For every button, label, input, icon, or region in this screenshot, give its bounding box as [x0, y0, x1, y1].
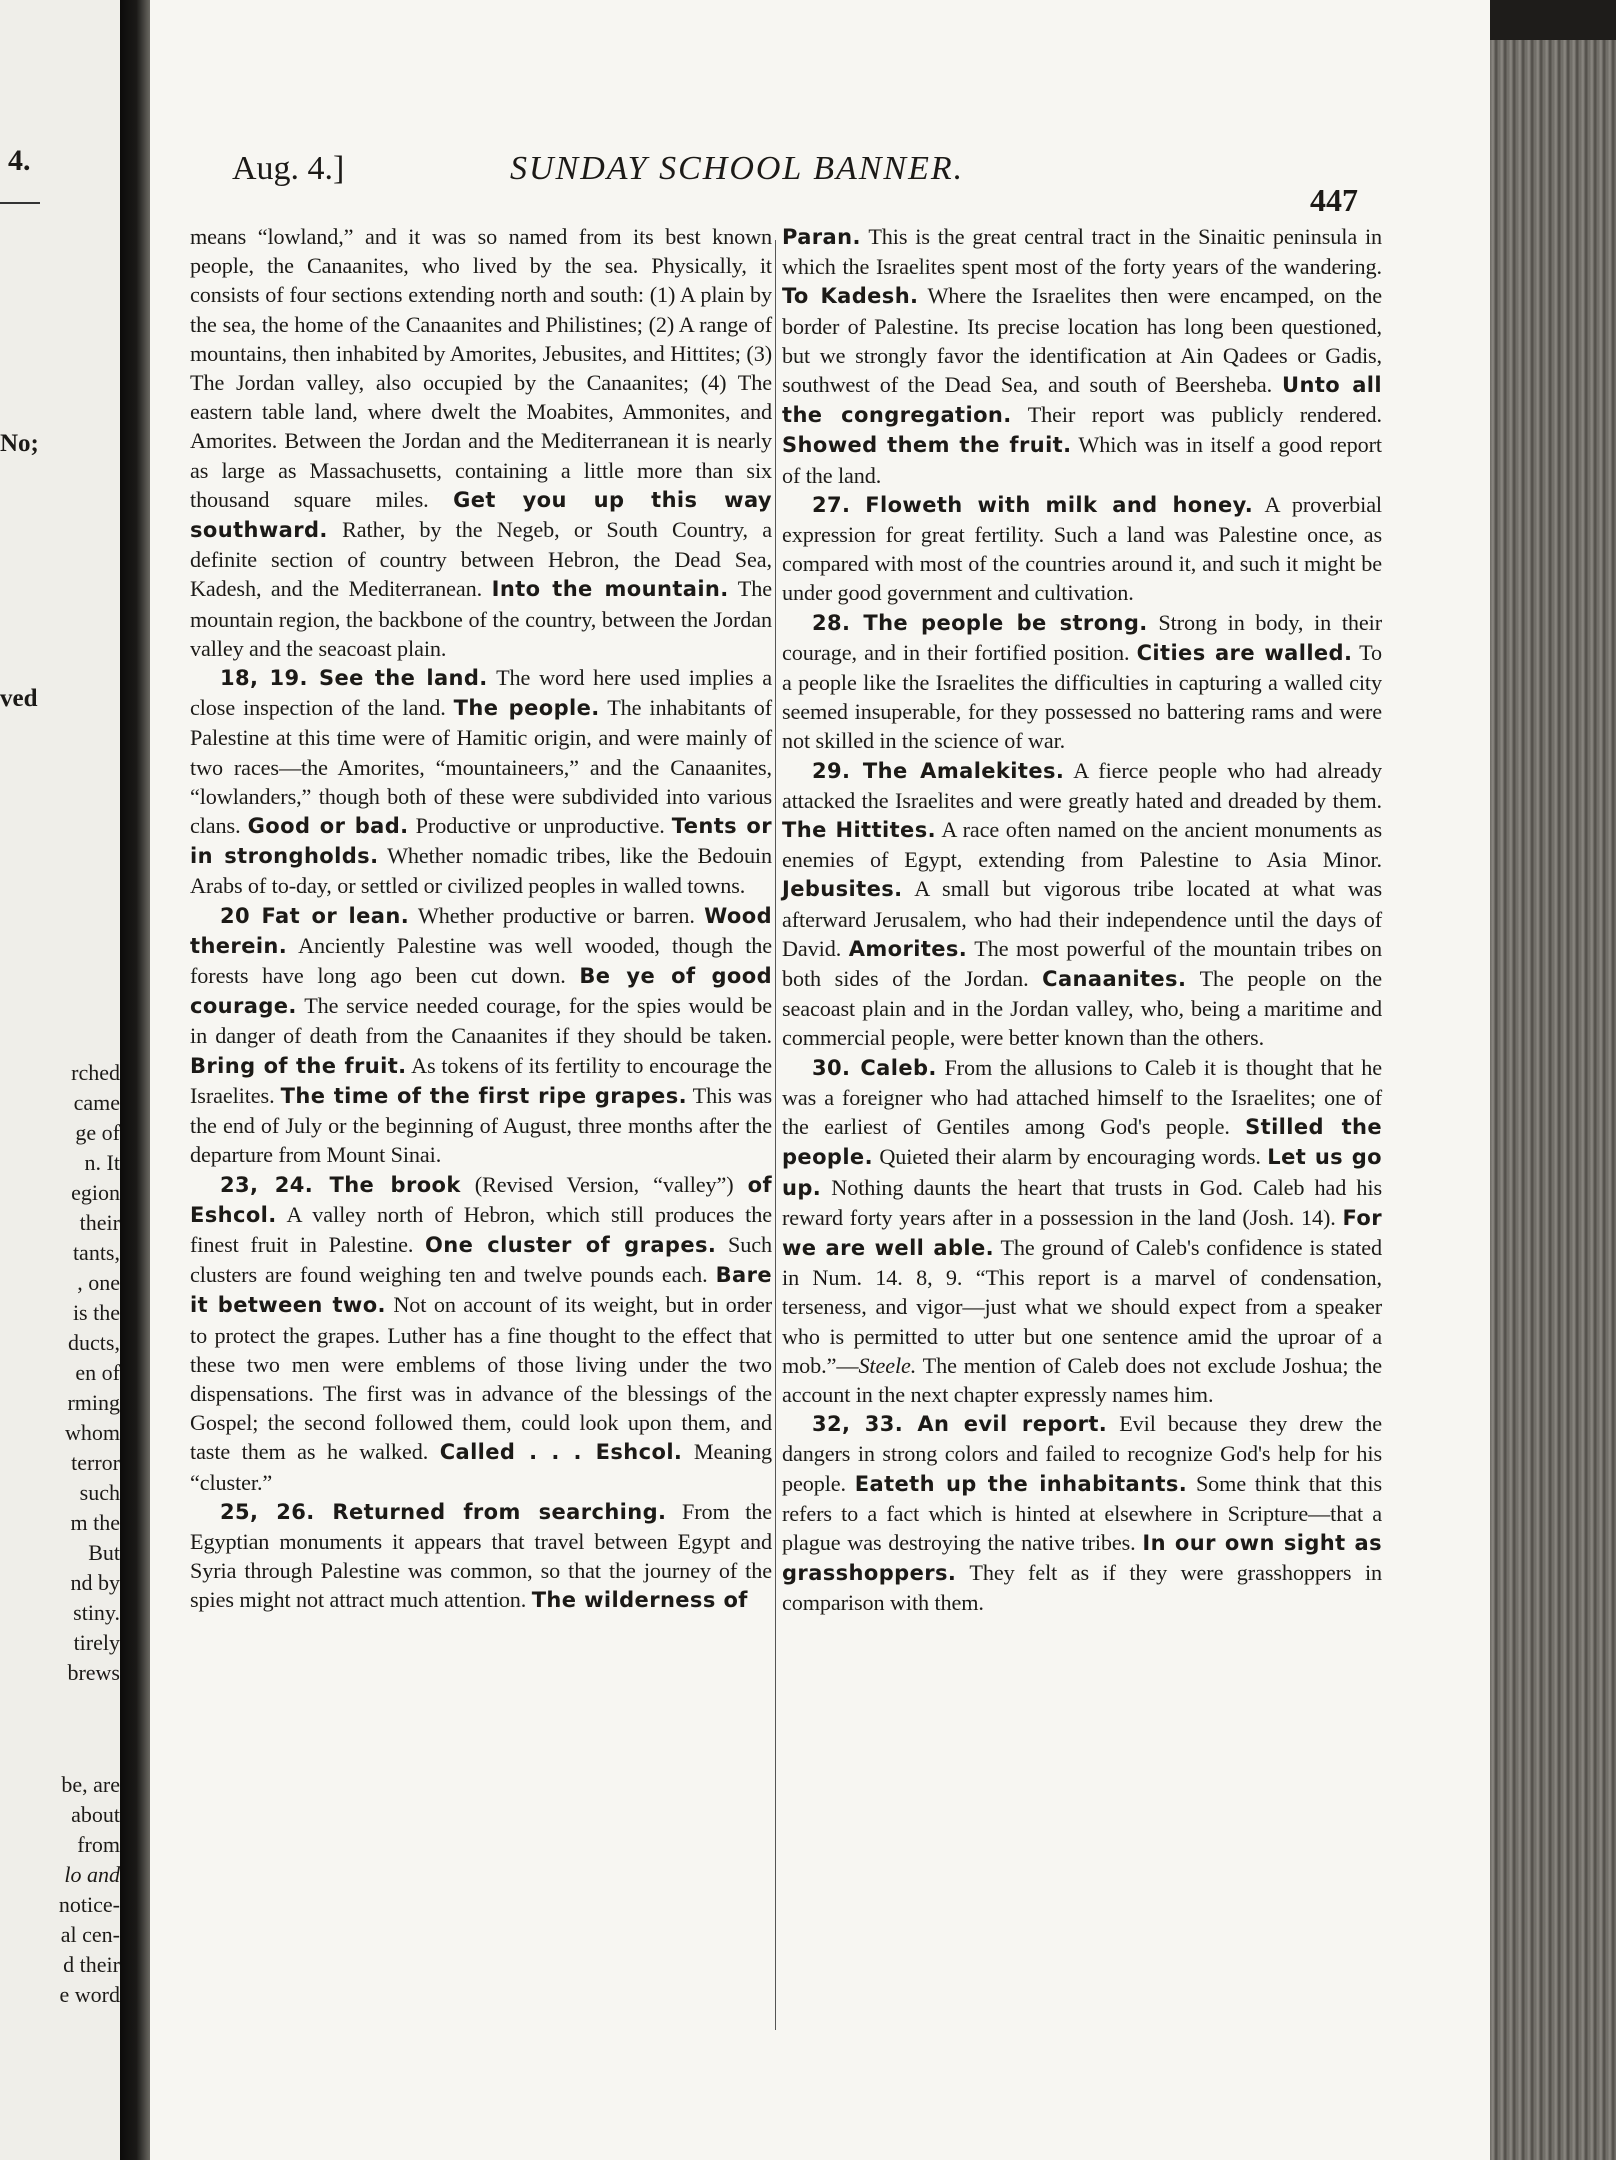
bold-heading: of Eshcol.	[190, 1172, 772, 1227]
background-top-right	[1490, 0, 1616, 40]
body-text: From the allusions to Caleb it is thought that he was a foreigner who had attached himself to the Israelites; one of the earliest of Gentiles among God's people.	[782, 1054, 1382, 1140]
facing-page-line: n. It	[84, 1150, 120, 1175]
body-text: A proverbial expression for great fertility. Such a land was Palestine once, as compared with most of the countries around it, and such it might be under good government and cultivation.	[782, 491, 1383, 606]
paragraph	[190, 1170, 772, 1497]
facing-page-line: rming	[67, 1390, 120, 1415]
paragraph	[782, 756, 1382, 1053]
bold-heading: Into the mountain.	[491, 577, 729, 602]
bold-heading: Called . . . Eshcol.	[439, 1440, 683, 1465]
bold-heading: 29. The Amalekites.	[812, 758, 1065, 783]
body-text: They felt as if they were grasshoppers in comparison with them.	[782, 1560, 1382, 1616]
body-text: The mountain region, the backbone of the country, between the Jordan valley and the seacoast plain.	[190, 576, 772, 661]
facing-page-line: en of	[75, 1360, 120, 1385]
facing-page-fragment	[0, 0, 126, 2160]
body-text: As tokens of its fertility to encourage the Israelites.	[190, 1052, 773, 1108]
body-text: means “lowland,” and it was so named from its best known people, the Canaanites, who lived by the sea. Physically, it consists of four sections extending north and south: (1) A plain by the sea, the home of the Canaanites and Philistines; (2) A range of mountains, then inhabited by Amorites, Jebusites, and Hittites; (3) The Jordan valley, also occupied by the Canaanites; (4) The eastern table land, where dwelt the Moabites, Ammonites, and Amorites. Between the Jordan and the Mediterranean it is nearly as large as Massachusetts, containing a little more than six thousand square miles.	[190, 224, 772, 512]
body-text: A small but vigorous tribe located at what was afterward Jerusalem, who had their independence until the days of David.	[782, 876, 1382, 961]
paragraph	[190, 663, 772, 901]
facing-page-line: whom	[65, 1420, 120, 1445]
facing-page-line: terror	[71, 1450, 120, 1475]
body-text: Where the Israelites then were encamped, on the border of Palestine. Its precise location has long been questioned, but we strongly favor the identification at Ain Qadees or Gadis, southwest of the Dead Sea, and south of Beersheba.	[782, 283, 1382, 398]
bold-heading: Tents or in strongholds.	[190, 814, 773, 869]
facing-page-line: about	[71, 1802, 120, 1827]
body-text: Evil because they drew the dangers in strong colors and failed to recognize God's help for his people.	[782, 1411, 1382, 1496]
bold-heading: The wilderness of	[531, 1588, 748, 1613]
bold-heading: 30. Caleb.	[812, 1055, 937, 1080]
facing-page-line: m the	[70, 1510, 120, 1535]
page-number: 447	[1310, 182, 1358, 218]
body-text: Not on account of its weight, but in order to protect the grapes. Luther has a fine thought to the effect that these two men were emblems of those living under the two dispensations. The first was in advance of the blessings of the Gospel; the second followed them, could look upon them, and taste them as he walked.	[190, 1292, 772, 1465]
bold-heading: 27. Floweth with milk and honey.	[812, 492, 1254, 517]
italic-text: Steele.	[858, 1352, 917, 1378]
body-text: Anciently Palestine was well wooded, though the forests have long ago been cut down.	[190, 932, 772, 989]
facing-page-line: No;	[0, 430, 39, 457]
right-column	[782, 222, 1382, 1618]
facing-page-line: , one	[77, 1270, 120, 1295]
facing-page-line: tants,	[72, 1240, 120, 1265]
book-page	[150, 0, 1490, 2160]
bold-heading: Good or bad.	[247, 814, 409, 839]
bold-heading: Canaanites.	[1042, 967, 1187, 992]
bold-heading: 28. The people be strong.	[812, 610, 1148, 635]
body-text: This is the great central tract in the Sinaitic peninsula in which the Israelites spent most of the forty years of the wandering.	[782, 224, 1382, 280]
bold-heading: Amorites.	[848, 936, 968, 961]
facing-page-line: is the	[72, 1300, 120, 1325]
left-column	[190, 222, 772, 1616]
facing-page-line: be, are	[61, 1772, 120, 1797]
facing-page-line: came	[73, 1090, 120, 1115]
body-text: Which was in itself a good report of the land.	[782, 432, 1383, 488]
facing-page-line: rched	[71, 1060, 120, 1085]
body-text: Such clusters are found weighing ten and twelve pounds each.	[190, 1231, 772, 1288]
paragraph	[782, 490, 1382, 608]
facing-page-line: ge of	[75, 1120, 120, 1145]
bold-heading: Stilled the people.	[782, 1115, 1382, 1170]
bold-heading: Eateth up the inhabitants.	[854, 1471, 1188, 1496]
body-text: Meaning “cluster.”	[190, 1439, 772, 1495]
bold-heading: Paran.	[782, 225, 861, 249]
paragraph	[782, 608, 1382, 756]
bold-heading: For we are well able.	[782, 1205, 1382, 1260]
body-text: A valley north of Hebron, which still produces the finest fruit in Palestine.	[190, 1201, 772, 1257]
paragraph	[782, 1409, 1382, 1617]
paragraph	[190, 1497, 772, 1616]
body-text: From the Egyptian monuments it appears that travel between Egypt and Syria through Palestine was common, so that the journey of the spies might not attract much attention.	[190, 1498, 772, 1613]
body-text: A race often named on the ancient monuments as enemies of Egypt, extending from Palestine to Asia Minor.	[782, 817, 1382, 873]
facing-page-line: al cen-	[60, 1922, 120, 1947]
body-text: The inhabitants of Palestine at this time were of Hamitic origin, and were mainly of two races—the Amorites, “mountaineers,” and the Canaanites, “lowlanders,” though both of these were subdivided into various clans.	[190, 695, 772, 839]
facing-page-rule	[0, 202, 40, 204]
book-gutter	[120, 0, 150, 2160]
bold-heading: The people.	[453, 696, 600, 721]
body-text: The people on the seacoast plain and in the Jordan valley, who, being a maritime and commercial people, were better known than the others.	[782, 966, 1382, 1051]
column-divider	[775, 240, 776, 2030]
body-text: This was the end of July or the beginning of August, three months after the departure from Mount Sinai.	[190, 1082, 772, 1168]
body-text: The ground of Caleb's confidence is stated in Num. 14. 8, 9. “This report is a marvel of condensation, terseness, and vigor—just what we should expect from a speaker who is permitted to utter but one sentence amid the uproar of a mob.”—	[782, 1234, 1382, 1378]
facing-page-line: egion	[71, 1180, 120, 1205]
facing-page-line: tirely	[73, 1630, 120, 1655]
paragraph	[190, 222, 772, 663]
body-text: Productive or unproductive.	[408, 813, 672, 839]
body-text: Whether nomadic tribes, like the Bedouin Arabs of to-day, or settled or civilized peoples in walled towns.	[190, 843, 772, 899]
facing-page-line: nd by	[70, 1570, 120, 1595]
facing-page-line: stiny.	[73, 1600, 120, 1625]
paragraph	[782, 222, 1382, 490]
bold-heading: 18, 19. See the land.	[220, 666, 488, 691]
body-text: Nothing daunts the heart that trusts in God. Caleb had his reward forty years after in a possession in the land (Josh. 14).	[782, 1174, 1382, 1230]
paragraph	[782, 1053, 1382, 1409]
facing-page-line: ducts,	[68, 1330, 120, 1355]
paragraph	[190, 901, 772, 1170]
bold-heading: The Hittites.	[782, 818, 936, 843]
facing-page-line: brews	[67, 1660, 120, 1685]
body-text: Their report was publicly rendered.	[1011, 402, 1382, 428]
body-text: The word here used implies a close inspection of the land.	[190, 665, 772, 721]
bold-heading: 25, 26. Returned from searching.	[220, 1499, 667, 1524]
bold-heading: To Kadesh.	[782, 284, 919, 309]
body-text: The service needed courage, for the spies would be in danger of death from the Canaanites if they should be taken.	[190, 993, 772, 1049]
facing-page-line: But	[88, 1540, 120, 1565]
facing-page-line: such	[79, 1480, 120, 1505]
body-text: To a people like the Israelites the difficulties in capturing a walled city seemed insuperable, for they possessed no battering rams and were not skilled in the science of war.	[782, 639, 1382, 754]
body-text: The mention of Caleb does not exclude Joshua; the account in the next chapter expressly names him.	[782, 1352, 1382, 1407]
body-text: Quieted their alarm by encouraging words.	[872, 1144, 1268, 1170]
running-head-date: Aug. 4.]	[232, 150, 345, 187]
body-text: Strong in body, in their courage, and in their fortified position.	[782, 609, 1382, 665]
body-text: The most powerful of the mountain tribes on both sides of the Jordan.	[782, 935, 1382, 992]
facing-page-line: notice-	[58, 1892, 120, 1917]
bold-heading: Bare it between two.	[190, 1263, 772, 1318]
facing-page-line: ved	[0, 685, 38, 712]
facing-page-number: 4.	[8, 144, 31, 177]
bold-heading: In our own sight as grasshoppers.	[782, 1530, 1382, 1586]
bold-heading: 23, 24. The brook	[220, 1172, 461, 1197]
facing-page-line: lo and	[64, 1862, 120, 1887]
body-text: Whether productive or barren.	[409, 902, 705, 928]
body-text: A fierce people who had already attacked the Israelites and were greatly hated and dreaded by them.	[782, 757, 1383, 813]
bold-heading: 20 Fat or lean.	[220, 903, 410, 928]
bold-heading: Be ye of good courage.	[190, 964, 772, 1019]
body-text: Some think that this refers to a fact which is hinted at elsewhere in Scripture—that a plague was destroying the native tribes.	[782, 1470, 1382, 1555]
bold-heading: One cluster of grapes.	[425, 1232, 717, 1257]
running-head-title: SUNDAY SCHOOL BANNER.	[510, 150, 965, 187]
facing-page-line: their	[79, 1210, 120, 1235]
bold-heading: Wood therein.	[190, 903, 772, 958]
bold-heading: Showed them the fruit.	[782, 433, 1072, 458]
facing-page-line: d their	[63, 1952, 120, 1977]
facing-page-line: from	[77, 1832, 120, 1857]
bold-heading: Get you up this way southward.	[190, 487, 772, 543]
page-edges	[1490, 40, 1616, 2160]
bold-heading: 32, 33. An evil report.	[812, 1412, 1108, 1437]
bold-heading: Cities are walled.	[1136, 640, 1353, 665]
bold-heading: The time of the first ripe grapes.	[280, 1083, 687, 1108]
body-text: Rather, by the Negeb, or South Country, a definite section of country between Hebron, the Dead Sea, Kadesh, and the Mediterranean.	[190, 517, 772, 602]
body-text: (Revised Version, “valley”)	[460, 1171, 748, 1197]
bold-heading: Unto all the congregation.	[782, 373, 1382, 428]
bold-heading: Let us go up.	[782, 1145, 1383, 1200]
bold-heading: Jebusites.	[782, 877, 903, 902]
facing-page-line: e word	[59, 1982, 120, 2007]
bold-heading: Bring of the fruit.	[190, 1053, 407, 1078]
